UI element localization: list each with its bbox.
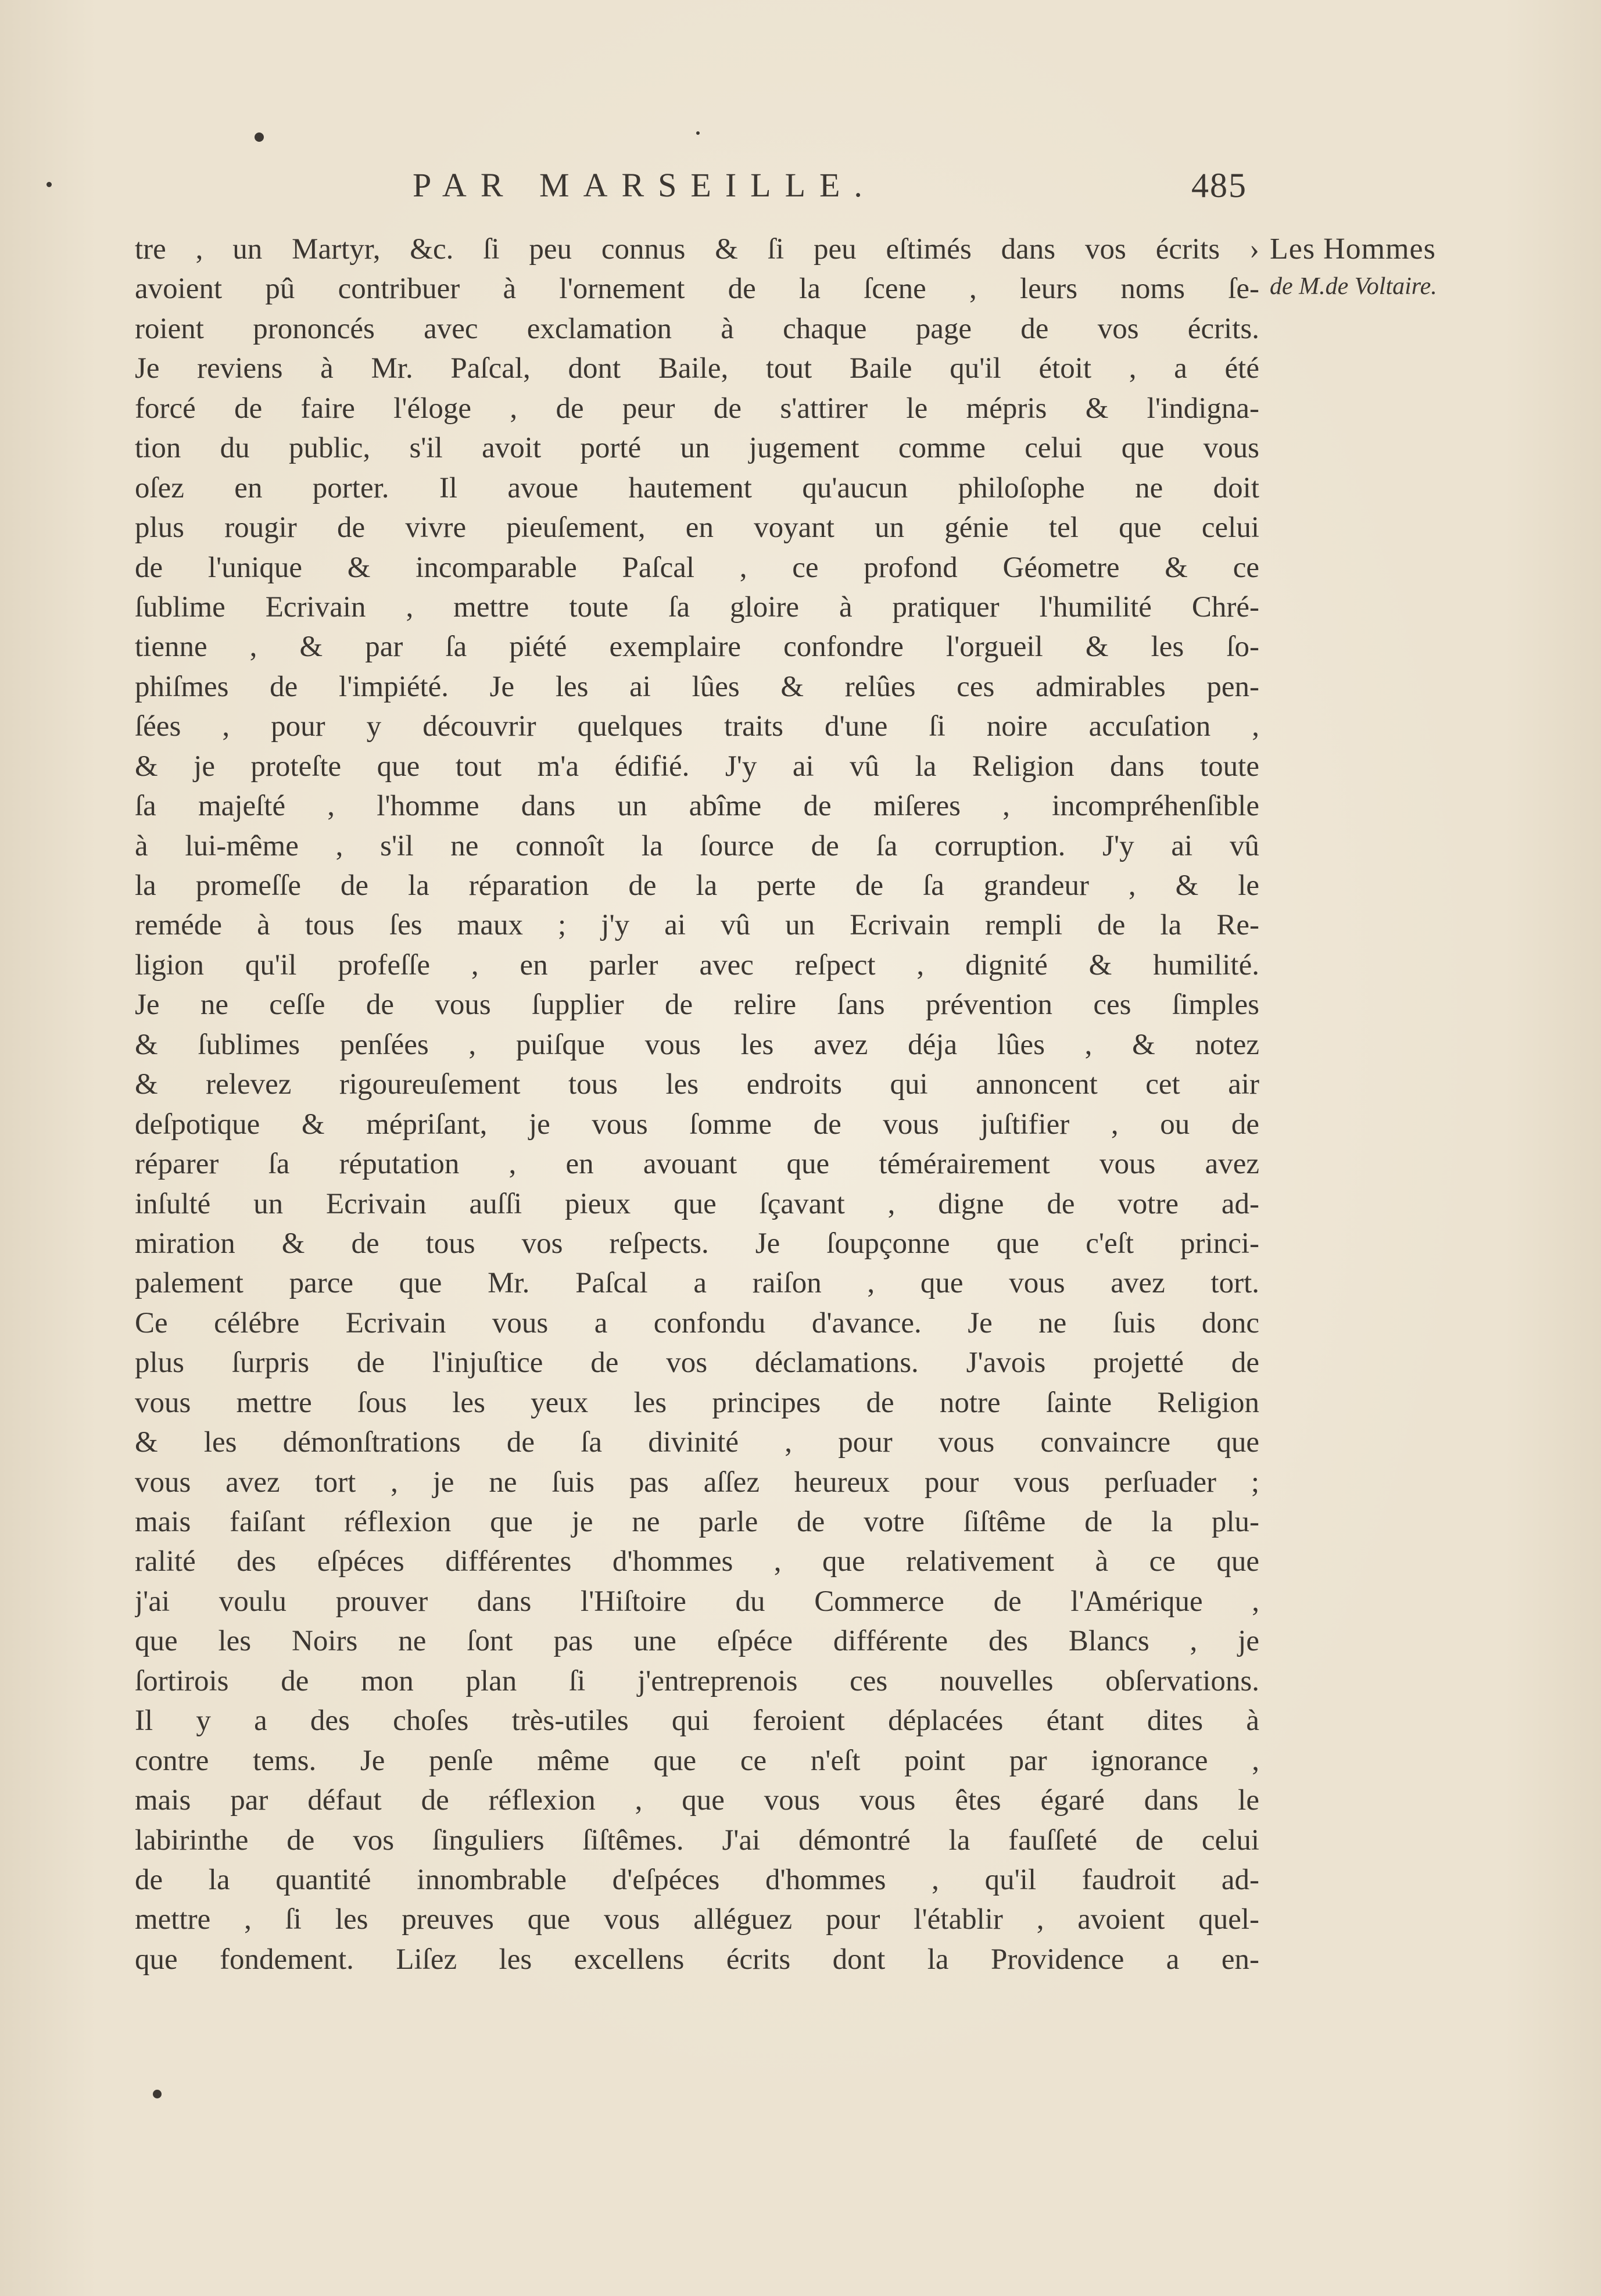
text-line: ſortirois de mon plan ſi j'entreprenois ces nouvelles obſervations. bbox=[135, 1664, 1259, 1697]
text-line: j'ai voulu prouver dans l'Hiſtoire du Commerce de l'Amérique , bbox=[135, 1585, 1259, 1618]
text-line: que les Noirs ne ſont pas une eſpéce différente des Blancs , je bbox=[135, 1625, 1259, 1658]
body-text bbox=[135, 230, 1259, 1979]
text-line: ſublime Ecrivain , mettre toute ſa gloire à pratiquer l'humilité Chré- bbox=[135, 590, 1259, 624]
text-line: tion du public, s'il avoit porté un jugement comme celui que vous bbox=[135, 432, 1259, 465]
ink-speck bbox=[46, 182, 52, 187]
text-line: réparer ſa réputation , en avouant que témérairement vous avez bbox=[135, 1148, 1259, 1181]
text-line: vous mettre ſous les yeux les principes de notre ſainte Religion bbox=[135, 1386, 1259, 1419]
text-line: ſées , pour y découvrir quelques traits d'une ſi noire accuſation , bbox=[135, 710, 1259, 743]
text-line: tienne , & par ſa piété exemplaire confondre l'orgueil & les ſo- bbox=[135, 631, 1259, 664]
text-line: labirinthe de vos ſinguliers ſiſtêmes. J'ai démontré la fauſſeté de celui bbox=[135, 1824, 1259, 1857]
text-line: la promeſſe de la réparation de la perte de ſa grandeur , & le bbox=[135, 869, 1259, 902]
text-line: avoient pû contribuer à l'ornement de la ſcene , leurs noms ſe- bbox=[135, 273, 1259, 306]
text-line: contre tems. Je penſe même que ce n'eſt point par ignorance , bbox=[135, 1744, 1259, 1777]
text-line: & ſublimes penſées , puiſque vous les avez déja lûes , & notez bbox=[135, 1028, 1259, 1061]
text-line: que fondement. Liſez les excellens écrits dont la Providence a en- bbox=[135, 1943, 1259, 1976]
running-header bbox=[413, 166, 1255, 218]
text-line: Je ne ceſſe de vous ſupplier de relire ſans prévention ces ſimples bbox=[135, 988, 1259, 1022]
text-line: miration & de tous vos reſpects. Je ſoupçonne que c'eſt princi- bbox=[135, 1227, 1259, 1260]
text-line: ſa majeſté , l'homme dans un abîme de miſeres , incompréhenſible bbox=[135, 790, 1259, 823]
text-line: Ce célébre Ecrivain vous a confondu d'avance. Je ne ſuis donc bbox=[135, 1306, 1259, 1339]
text-line: tre , un Martyr, &c. ſi peu connus & ſi peu eſtimés dans vos écrits › bbox=[135, 233, 1259, 266]
text-line: oſez en porter. Il avoue hautement qu'aucun philoſophe ne doit bbox=[135, 471, 1259, 504]
text-line: Il y a des choſes très-utiles qui feroient déplacées étant dites à bbox=[135, 1704, 1259, 1738]
text-line: forcé de faire l'éloge , de peur de s'attirer le mépris & l'indigna- bbox=[135, 392, 1259, 425]
margin-note-line-1: Les Hommes bbox=[1270, 232, 1436, 266]
ink-speck bbox=[696, 131, 700, 135]
ink-speck bbox=[153, 2090, 162, 2098]
text-line: Je reviens à Mr. Paſcal, dont Baile, tout Baile qu'il étoit , a été bbox=[135, 352, 1259, 385]
text-line: à lui-même , s'il ne connoît la ſource de ſa corruption. J'y ai vû bbox=[135, 829, 1259, 862]
text-line: reméde à tous ſes maux ; j'y ai vû un Ecrivain rempli de la Re- bbox=[135, 909, 1259, 942]
text-line: mais par défaut de réflexion , que vous vous êtes égaré dans le bbox=[135, 1784, 1259, 1817]
text-line: & les démonſtrations de ſa divinité , pour vous convaincre que bbox=[135, 1426, 1259, 1459]
text-line: deſpotique & mépriſant, je vous ſomme de vous juſtifier , ou de bbox=[135, 1108, 1259, 1141]
text-line: roient prononcés avec exclamation à chaque page de vos écrits. bbox=[135, 312, 1259, 345]
text-line: ralité des eſpéces différentes d'hommes , que relativement à ce que bbox=[135, 1545, 1259, 1578]
text-line: inſulté un Ecrivain auſſi pieux que ſçavant , digne de votre ad- bbox=[135, 1187, 1259, 1220]
text-line: mais faiſant réflexion que je ne parle de votre ſiſtême de la plu- bbox=[135, 1506, 1259, 1538]
text-line: plus rougir de vivre pieuſement, en voyant un génie tel que celui bbox=[135, 511, 1259, 545]
text-line: plus ſurpris de l'injuſtice de vos déclamations. J'avois projetté de bbox=[135, 1346, 1259, 1380]
text-line: phiſmes de l'impiété. Je les ai lûes & relûes ces admirables pen- bbox=[135, 670, 1259, 703]
text-line: vous avez tort , je ne ſuis pas aſſez heureux pour vous perſuader ; bbox=[135, 1466, 1259, 1499]
text-line: & je proteſte que tout m'a édifié. J'y ai vû la Religion dans toute bbox=[135, 750, 1259, 783]
margin-note bbox=[1270, 230, 1584, 304]
text-line: de l'unique & incomparable Paſcal , ce profond Géometre & ce bbox=[135, 551, 1259, 584]
margin-note-line-2: de M.de Voltaire. bbox=[1270, 273, 1437, 300]
text-line: de la quantité innombrable d'eſpéces d'hommes , qu'il faudroit ad- bbox=[135, 1863, 1259, 1896]
ink-speck bbox=[255, 132, 264, 142]
text-line: mettre , ſi les preuves que vous alléguez pour l'établir , avoient quel- bbox=[135, 1903, 1259, 1936]
text-line: & relevez rigoureuſement tous les endroits qui annoncent cet air bbox=[135, 1068, 1259, 1101]
running-title: PAR MARSEILLE. bbox=[413, 166, 876, 204]
text-line: ligion qu'il profeſſe , en parler avec reſpect , dignité & humilité. bbox=[135, 948, 1259, 982]
text-line: palement parce que Mr. Paſcal a raiſon , que vous avez tort. bbox=[135, 1267, 1259, 1300]
page-number: 485 bbox=[1191, 166, 1247, 205]
